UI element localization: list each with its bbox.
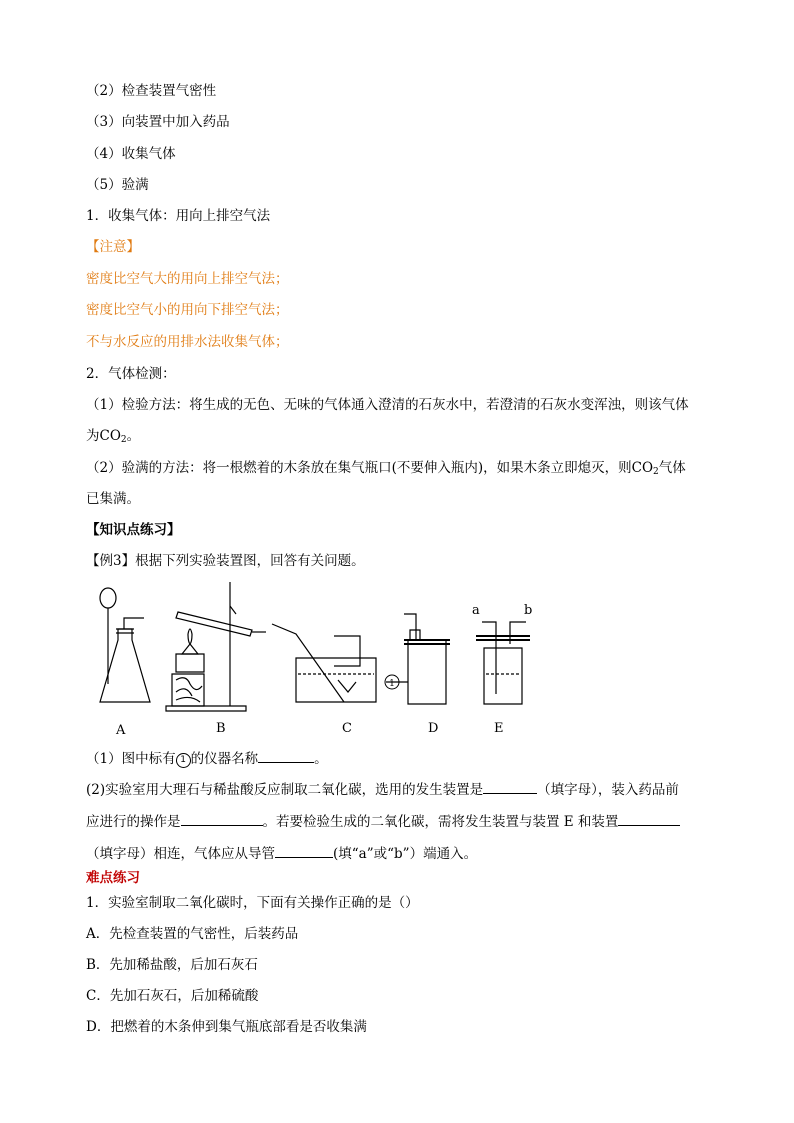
apparatus-d-marker: 1 <box>389 679 395 689</box>
apparatus-e <box>472 603 532 704</box>
option-c: C．先加石灰石，后加稀硫酸 <box>86 988 259 1004</box>
detect-heading: 2．气体检测： <box>86 366 176 382</box>
note-3: 不与水反应的用排水法收集气体； <box>86 334 289 350</box>
option-b: B．先加稀盐酸，后加石灰石 <box>86 957 258 973</box>
question-2-line-3: （填字母）相连，气体应从导管 (填“a”或“b”）端通入。 <box>86 843 477 864</box>
step-4: （4）收集气体 <box>86 146 176 162</box>
label-b: B <box>216 721 226 736</box>
label-d: D <box>428 721 439 736</box>
answer-blank[interactable] <box>181 811 263 826</box>
port-a-label: a <box>472 603 480 618</box>
hard-practice-label: 难点练习 <box>86 870 140 886</box>
detect-line-3: （2）验满的方法：将一根燃着的木条放在集气瓶口(不要伸入瓶内)，如果木条立即熄灭，则$CO_2$气体 <box>86 460 686 477</box>
answer-blank[interactable] <box>618 811 680 826</box>
question-2-line-1: (2)实验室用大理石与稀盐酸反应制取二氧化碳，选用的发生装置是 （填字母），装入药品前 <box>86 779 679 800</box>
step-2: （2）检查装置气密性 <box>86 83 217 99</box>
option-a: A．先检查装置的气密性，后装药品 <box>86 926 299 942</box>
label-c: C <box>342 721 352 736</box>
note-label: 【注意】 <box>86 239 140 255</box>
question-1: （1）图中标有 1 的仪器名称 。 <box>86 748 328 769</box>
detect-line-4: 已集满。 <box>86 491 140 507</box>
detect-line-2: 为$CO_2$。 <box>86 428 141 445</box>
step-5: （5）验满 <box>86 177 149 193</box>
detect-line-1: （1）检验方法：将生成的无色、无味的气体通入澄清的石灰水中，若澄清的石灰水变浑浊，则该气体 <box>86 397 689 413</box>
label-e: E <box>494 721 504 736</box>
apparatus-a <box>100 588 150 702</box>
option-d: D．把燃着的木条伸到集气瓶底部看是否收集满 <box>86 1019 367 1035</box>
step-3: （3）向装置中加入药品 <box>86 114 230 130</box>
port-b-label: b <box>524 603 533 618</box>
hard-question: 1．实验室制取二氧化碳时，下面有关操作正确的是（） <box>86 895 419 911</box>
circled-one-icon: 1 <box>176 753 191 768</box>
note-1: 密度比空气大的用向上排空气法； <box>86 271 289 287</box>
answer-blank[interactable] <box>275 843 333 858</box>
apparatus-b <box>166 582 266 711</box>
apparatus-d <box>385 614 450 704</box>
apparatus-figure <box>86 574 546 740</box>
label-a: A <box>116 723 126 738</box>
example-3: 【例3】根据下列实验装置图，回答有关问题。 <box>86 553 365 569</box>
practice-label: 【知识点练习】 <box>86 522 181 538</box>
note-2: 密度比空气小的用向下排空气法； <box>86 302 289 318</box>
question-2-line-2: 应进行的操作是 。若要检验生成的二氧化碳，需将发生装置与装置 E 和装置 <box>86 811 680 832</box>
answer-blank[interactable] <box>258 748 314 763</box>
answer-blank[interactable] <box>483 779 537 794</box>
collect-heading: 1．收集气体：用向上排空气法 <box>86 208 271 224</box>
apparatus-c <box>272 624 376 702</box>
